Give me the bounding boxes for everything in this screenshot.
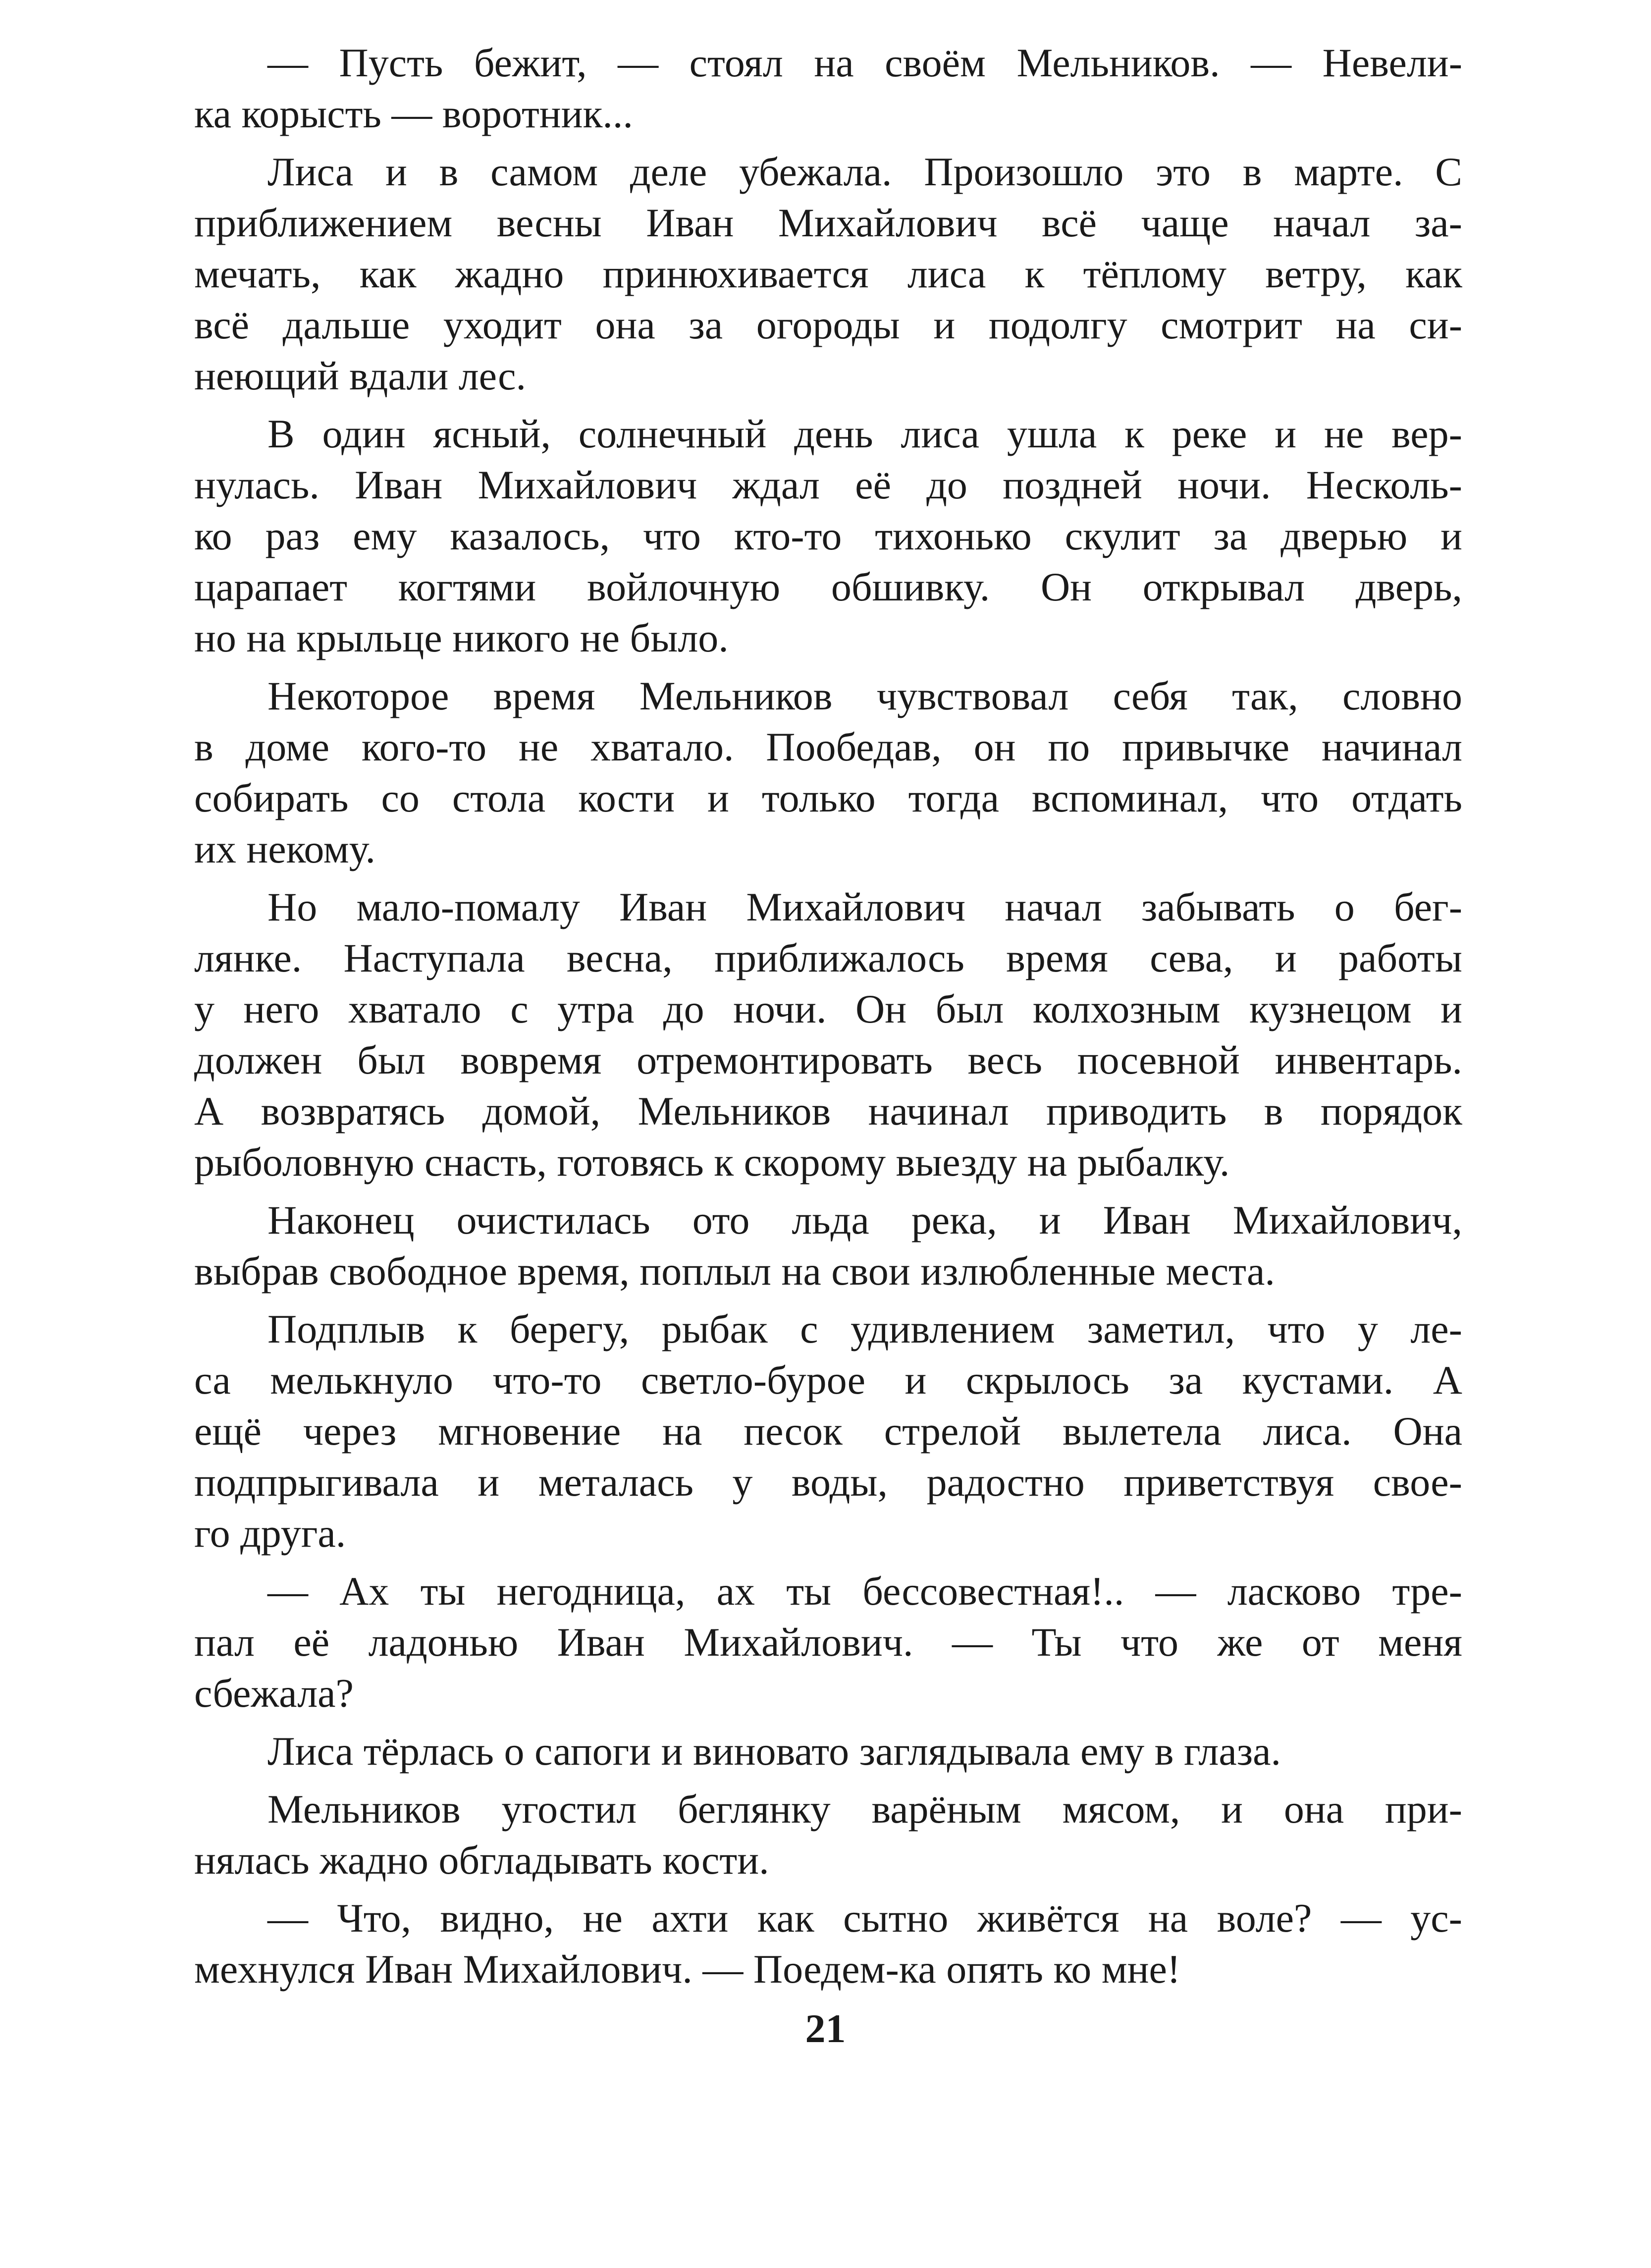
body-text bbox=[194, 37, 1462, 2001]
text-line: их некому. bbox=[194, 826, 375, 871]
text-line: всё дальше уходит она за огороды и подолгу смотрит на си- bbox=[194, 302, 1462, 347]
text-line: мечать, как жадно принюхивается лиса к тёплому ветру, как bbox=[194, 251, 1462, 296]
text-line: Но мало-помалу Иван Михайлович начал забывать о бег- bbox=[267, 884, 1462, 929]
text-line: ка корысть — воротник... bbox=[194, 91, 633, 136]
text-line: лянке. Наступала весна, приближалось время сева, и работы bbox=[194, 935, 1462, 980]
text-line: мехнулся Иван Михайлович. — Поедем-ка опять ко мне! bbox=[194, 1946, 1181, 1992]
text-line: Некоторое время Мельников чувствовал себя так, словно bbox=[267, 673, 1462, 718]
text-line: нялась жадно обгладывать кости. bbox=[194, 1837, 769, 1883]
text-line: в доме кого-то не хватало. Пообедав, он по привычке начинал bbox=[194, 724, 1462, 769]
text-line: но на крыльце никого не было. bbox=[194, 615, 729, 660]
text-line: собирать со стола кости и только тогда вспоминал, что отдать bbox=[194, 775, 1462, 820]
text-line: приближением весны Иван Михайлович всё чаще начал за- bbox=[194, 200, 1462, 245]
text-line: Подплыв к берегу, рыбак с удивлением заметил, что у ле- bbox=[267, 1306, 1462, 1351]
paragraph bbox=[194, 146, 1462, 401]
text-line: ко раз ему казалось, что кто-то тихонько скулит за дверью и bbox=[194, 513, 1462, 558]
text-line: ещё через мгновение на песок стрелой вылетела лиса. Она bbox=[194, 1408, 1462, 1454]
text-line: у него хватало с утра до ночи. Он был колхозным кузнецом и bbox=[194, 986, 1462, 1031]
text-line: рыболовную снасть, готовясь к скорому выезду на рыбалку. bbox=[194, 1139, 1230, 1185]
text-line: царапает когтями войлочную обшивку. Он открывал дверь, bbox=[194, 564, 1462, 609]
text-line: В один ясный, солнечный день лиса ушла к реке и не вер- bbox=[267, 411, 1462, 456]
paragraph bbox=[194, 1566, 1462, 1719]
paragraph bbox=[194, 881, 1462, 1188]
paragraph bbox=[194, 1194, 1462, 1296]
text-line: Наконец очистилась ото льда река, и Иван Михайлович, bbox=[267, 1197, 1462, 1242]
text-line: нулась. Иван Михайлович ждал её до поздней ночи. Несколь- bbox=[194, 462, 1462, 507]
text-line: — Пусть бежит, — стоял на своём Мельников. — Невели- bbox=[267, 40, 1462, 85]
text-line: подпрыгивала и металась у воды, радостно приветствуя свое- bbox=[194, 1459, 1462, 1505]
text-line: неющий вдали лес. bbox=[194, 353, 527, 398]
paragraph bbox=[194, 408, 1462, 663]
text-line: Лиса тёрлась о сапоги и виновато заглядывала ему в глаза. bbox=[267, 1728, 1281, 1774]
text-line: А возвратясь домой, Мельников начинал приводить в порядок bbox=[194, 1088, 1462, 1134]
paragraph bbox=[194, 1892, 1462, 1995]
paragraph bbox=[194, 1726, 1462, 1777]
page-number: 21 bbox=[805, 2006, 846, 2051]
paragraph bbox=[194, 37, 1462, 139]
text-line: Лиса и в самом деле убежала. Произошло это в марте. С bbox=[267, 149, 1462, 194]
text-line: пал её ладонью Иван Михайлович. — Ты что же от меня bbox=[194, 1620, 1462, 1665]
text-line: Мельников угостил беглянку варёным мясом, и она при- bbox=[267, 1786, 1462, 1832]
paragraph bbox=[194, 1783, 1462, 1886]
text-line: сбежала? bbox=[194, 1671, 354, 1716]
text-line: — Что, видно, не ахти как сытно живётся на воле? — ус- bbox=[267, 1895, 1462, 1941]
text-line: выбрав свободное время, поплыл на свои излюбленные места. bbox=[194, 1248, 1275, 1294]
text-line: — Ах ты негодница, ах ты бессовестная!.. — ласково тре- bbox=[267, 1568, 1462, 1614]
paragraph bbox=[194, 670, 1462, 874]
paragraph bbox=[194, 1303, 1462, 1559]
text-line: должен был вовремя отремонтировать весь посевной инвентарь. bbox=[194, 1037, 1462, 1082]
text-line: го друга. bbox=[194, 1511, 346, 1556]
text-line: са мелькнуло что-то светло-бурое и скрылось за кустами. А bbox=[194, 1357, 1462, 1403]
